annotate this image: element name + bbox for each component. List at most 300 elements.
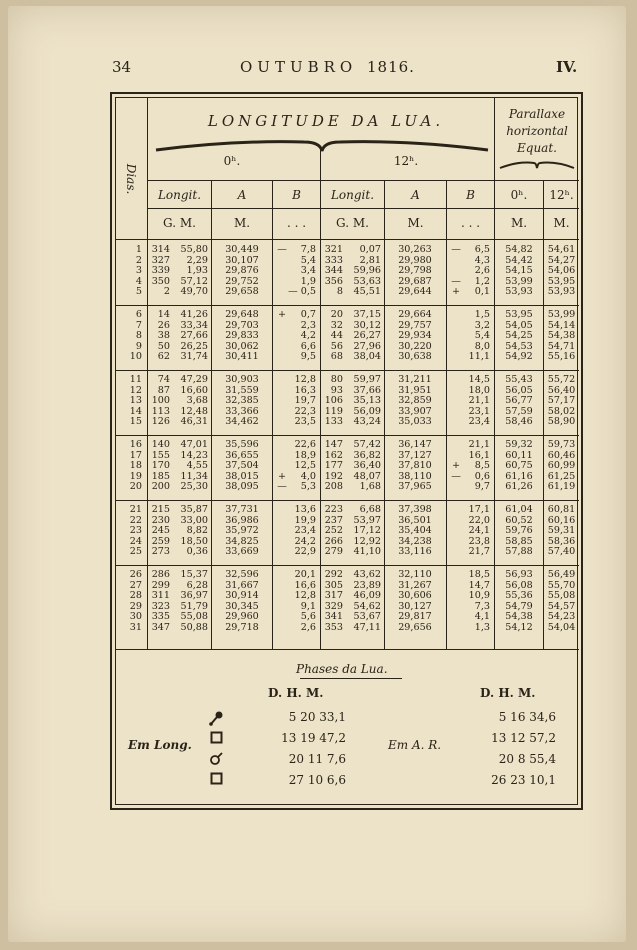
cell-lon-deg-12: 292 (324, 569, 343, 580)
cell-a-12: 29,798 (398, 265, 432, 277)
unit-gm-0: G. M. (163, 216, 196, 230)
cell-b-12: 7,3 (474, 600, 490, 612)
cell-lon-deg-0: 26 (157, 319, 170, 331)
cell-lon-min-12: 23,89 (353, 579, 381, 591)
cell-b-12: 18,0 (468, 384, 490, 396)
cell-a-12: 29,980 (398, 254, 432, 266)
cell-lon-min-0: 14,23 (180, 449, 208, 461)
cell-lon-deg-0: 350 (151, 275, 170, 287)
cell-b-0: 22,9 (294, 546, 316, 558)
cell-lon-min-0: 33,34 (180, 319, 208, 331)
cell-lon-min-0: 26,25 (180, 340, 208, 352)
hour-0-label: 0ʰ. (223, 154, 241, 168)
cell-b-0: 2,6 (300, 622, 316, 633)
cell-a-0: 38,095 (225, 481, 259, 493)
cell-lon-deg-12: 344 (324, 265, 343, 277)
cell-b-0: 19,9 (294, 514, 316, 526)
cell-day: 3 (135, 265, 142, 277)
unit-gm-12: G. M. (336, 216, 369, 230)
cell-lon-deg-0: 38 (157, 330, 170, 342)
cell-lon-min-0: 55,08 (180, 611, 208, 623)
cell-parallax-0: 56,77 (505, 395, 533, 407)
cell-b-0: 13,6 (294, 504, 316, 515)
cell-b-12: 23,8 (468, 535, 490, 547)
cell-parallax-0: 53,93 (505, 286, 533, 298)
cell-day: 7 (135, 319, 142, 331)
cell-lon-min-12: 38,04 (353, 351, 381, 363)
col-b-12: B (466, 188, 475, 202)
cell-lon-min-12: 12,92 (353, 535, 381, 547)
parallax-line-1: Parallaxe (508, 107, 566, 121)
cell-lon-deg-12: 68 (330, 351, 343, 363)
full-moon-symbol (208, 710, 224, 726)
cell-parallax-0: 54,38 (505, 611, 533, 623)
cell-parallax-12: 54,71 (547, 340, 576, 352)
cell-parallax-0: 60,75 (505, 460, 533, 472)
dhm-header-ar: D. H. M. (480, 686, 536, 700)
unit-dots-b0: . . . (286, 216, 307, 230)
col-a-0: A (237, 188, 247, 202)
cell-b-0: 12,8 (294, 590, 316, 602)
cell-a-0: 29,718 (225, 622, 259, 633)
cell-lon-deg-0: 100 (151, 395, 170, 407)
cell-lon-deg-0: 273 (151, 546, 170, 558)
page-number: 34 (112, 58, 132, 76)
cell-b-0: 5,4 (300, 254, 316, 266)
unit-m-a0: M. (233, 216, 251, 230)
cell-lon-min-12: 53,67 (353, 611, 381, 623)
cell-b-sign-0: — (277, 481, 287, 493)
cell-parallax-12: 61,19 (547, 481, 576, 493)
cell-b-0: 12,8 (294, 374, 316, 385)
header-bottom-rule (116, 239, 579, 240)
phase-ar-4: 26 23 10,1 (491, 773, 556, 787)
longitude-brace (154, 134, 490, 154)
cell-lon-min-12: 53,63 (353, 275, 381, 287)
cell-a-0: 29,648 (225, 309, 259, 320)
cell-parallax-0: 54,15 (505, 265, 533, 277)
dias-label: Dias. (124, 163, 138, 195)
cell-b-12: 3,2 (474, 319, 490, 331)
cell-parallax-12: 60,99 (547, 460, 576, 472)
cell-b-12: 16,1 (468, 449, 490, 461)
table-inner-frame (115, 97, 578, 805)
cell-a-0: 29,876 (225, 265, 259, 277)
cell-a-12: 31,951 (398, 384, 432, 396)
longitude-title: LONGITUDE DA LUA. (207, 112, 445, 130)
cell-day: 25 (129, 546, 142, 558)
cell-lon-min-12: 43,62 (353, 569, 381, 580)
cell-b-12: 2,6 (474, 265, 490, 277)
cell-day: 2 (135, 254, 142, 266)
cell-lon-min-0: 11,34 (180, 470, 208, 482)
phase-long-3: 20 11 7,6 (288, 752, 346, 766)
group-rule-4 (116, 500, 579, 501)
cell-a-12: 29,644 (398, 286, 432, 298)
cell-day: 14 (129, 405, 142, 417)
col-parallax-12: 12ʰ. (549, 188, 574, 202)
cell-a-12: 30,606 (398, 590, 432, 602)
cell-lon-min-12: 17,12 (353, 525, 381, 537)
cell-a-0: 31,667 (225, 579, 259, 591)
cell-b-12: 8,5 (474, 460, 490, 472)
cell-lon-deg-12: 279 (324, 546, 343, 558)
cell-b-sign-12: — (451, 470, 461, 482)
cell-parallax-12: 53,93 (547, 286, 576, 298)
cell-lon-deg-0: 14 (157, 309, 170, 320)
cell-lon-min-12: 54,62 (353, 600, 381, 612)
cell-parallax-0: 55,43 (505, 374, 533, 385)
cell-b-0: 22,6 (294, 439, 316, 450)
cell-a-12: 29,757 (398, 319, 432, 331)
cell-lon-deg-0: 185 (151, 470, 170, 482)
cell-b-0: 20,1 (294, 569, 316, 580)
cell-parallax-12: 59,73 (547, 439, 576, 450)
cell-day: 27 (129, 579, 142, 591)
cell-lon-deg-0: 50 (157, 340, 170, 352)
table-frame (110, 92, 583, 810)
cell-day: 9 (135, 340, 142, 352)
cell-lon-min-0: 50,88 (180, 622, 208, 633)
cell-day: 26 (129, 569, 142, 580)
cell-lon-deg-12: 44 (330, 330, 343, 342)
cell-lon-deg-12: 147 (324, 439, 343, 450)
cell-day: 18 (129, 460, 142, 472)
cell-a-0: 33,366 (225, 405, 259, 417)
cell-day: 8 (135, 330, 142, 342)
cell-b-12: 21,1 (468, 395, 490, 407)
cell-parallax-0: 61,26 (505, 481, 533, 493)
cell-lon-deg-12: 106 (324, 395, 343, 407)
col-rule-p12 (543, 180, 544, 649)
cell-lon-min-0: 0,36 (186, 546, 208, 558)
cell-lon-min-0: 3,68 (186, 395, 208, 407)
cell-lon-deg-0: 335 (151, 611, 170, 623)
unit-dots-b12: . . . (460, 216, 481, 230)
cell-lon-min-12: 36,40 (353, 460, 381, 472)
cell-lon-deg-12: 177 (324, 460, 343, 472)
cell-lon-min-12: 1,68 (359, 481, 381, 493)
cell-b-0: 0,7 (300, 309, 316, 320)
cell-parallax-12: 55,16 (547, 351, 576, 363)
unit-m-p0: M. (510, 216, 528, 230)
cell-a-0: 29,703 (225, 319, 259, 331)
cell-b-sign-12: + (451, 286, 461, 298)
cell-lon-deg-12: 192 (324, 470, 343, 482)
cell-lon-deg-0: 347 (151, 622, 170, 633)
cell-a-12: 29,656 (398, 622, 432, 633)
cell-lon-deg-12: 305 (324, 579, 343, 591)
cell-a-0: 32,596 (225, 569, 259, 580)
cell-parallax-0: 60,52 (505, 514, 533, 526)
section-numeral: IV. (556, 58, 578, 76)
cell-a-0: 35,972 (225, 525, 259, 537)
cell-a-0: 37,731 (225, 504, 259, 515)
cell-day: 28 (129, 590, 142, 602)
cell-lon-deg-0: 62 (157, 351, 170, 363)
cell-lon-min-12: 2,81 (359, 254, 381, 266)
cell-a-12: 37,810 (398, 460, 432, 472)
cell-lon-deg-12: 266 (324, 535, 343, 547)
cell-lon-deg-12: 133 (324, 416, 343, 428)
cell-a-12: 31,211 (398, 374, 432, 385)
cell-b-12: 18,5 (468, 569, 490, 580)
cell-lon-min-0: 2,29 (186, 254, 208, 266)
cell-parallax-0: 54,82 (505, 244, 533, 255)
cell-lon-min-12: 27,96 (353, 340, 381, 352)
col-a-12: A (411, 188, 420, 202)
cell-parallax-12: 57,40 (547, 546, 576, 558)
cell-lon-deg-12: 317 (324, 590, 343, 602)
cell-lon-min-12: 48,07 (353, 470, 381, 482)
cell-a-0: 31,559 (225, 384, 259, 396)
cell-parallax-12: 61,25 (547, 470, 576, 482)
cell-b-12: 24,1 (468, 525, 490, 537)
parallax-title (496, 106, 578, 157)
cell-b-sign-12: — (451, 275, 461, 287)
cell-day: 5 (135, 286, 142, 298)
cell-a-0: 35,596 (225, 439, 259, 450)
cell-lon-deg-0: 126 (151, 416, 170, 428)
cell-a-12: 29,687 (398, 275, 432, 287)
cell-b-0: 9,5 (300, 351, 316, 363)
cell-a-0: 29,752 (225, 275, 259, 287)
cell-lon-deg-0: 245 (151, 525, 170, 537)
year: 1816. (366, 58, 415, 76)
cell-b-12: 6,5 (474, 244, 490, 255)
cell-lon-min-0: 25,30 (180, 481, 208, 493)
cell-lon-min-12: 46,09 (353, 590, 381, 602)
cell-day: 13 (129, 395, 142, 407)
cell-lon-min-0: 16,60 (180, 384, 208, 396)
cell-lon-min-0: 8,82 (186, 525, 208, 537)
cell-parallax-0: 56,05 (505, 384, 533, 396)
cell-lon-min-0: 18,50 (180, 535, 208, 547)
dhm-header-long: D. H. M. (268, 686, 324, 700)
cell-b-12: 8,0 (474, 340, 490, 352)
cell-a-0: 33,669 (225, 546, 259, 558)
cell-a-0: 30,107 (225, 254, 259, 266)
cell-lon-min-12: 0,07 (359, 244, 381, 255)
cell-parallax-0: 58,46 (505, 416, 533, 428)
cell-lon-min-12: 37,15 (353, 309, 381, 320)
cell-b-0: 24,2 (294, 535, 316, 547)
cell-a-12: 30,127 (398, 600, 432, 612)
em-long-label: Em Long. (128, 738, 192, 752)
cell-lon-deg-12: 32 (330, 319, 343, 331)
unit-m-a12: M. (407, 216, 424, 230)
cell-a-12: 32,110 (398, 569, 432, 580)
cell-parallax-12: 55,70 (547, 579, 576, 591)
phase-ar-3: 20 8 55,4 (498, 752, 556, 766)
col-rule-a0 (211, 180, 212, 649)
cell-day: 30 (129, 611, 142, 623)
cell-b-0: 19,7 (294, 395, 316, 407)
cell-b-12: 14,7 (468, 579, 490, 591)
col-rule-b12 (446, 180, 447, 649)
cell-a-12: 37,127 (398, 449, 432, 461)
group-rule-3 (116, 435, 579, 436)
cell-parallax-0: 60,11 (505, 449, 533, 461)
cell-lon-min-12: 26,27 (353, 330, 381, 342)
cell-lon-deg-12: 252 (324, 525, 343, 537)
cell-lon-min-0: 47,29 (180, 374, 208, 385)
cell-lon-min-0: 6,28 (186, 579, 208, 591)
cell-parallax-0: 61,04 (505, 504, 533, 515)
cell-b-0: 4,2 (300, 330, 316, 342)
cell-a-12: 29,934 (398, 330, 432, 342)
parallax-brace (498, 158, 576, 172)
cell-day: 6 (135, 309, 142, 320)
cell-lon-min-0: 33,00 (180, 514, 208, 526)
phases-title: Phases da Lua. (296, 662, 388, 676)
cell-parallax-12: 55,08 (547, 590, 576, 602)
cell-lon-min-12: 6,68 (359, 504, 381, 515)
cell-lon-min-12: 47,11 (353, 622, 381, 633)
cell-a-12: 33,116 (398, 546, 432, 558)
month-title (240, 58, 415, 76)
cell-lon-deg-12: 223 (324, 504, 343, 515)
cell-day: 17 (129, 449, 142, 461)
cell-a-12: 36,147 (398, 439, 432, 450)
col-longit-12: Longit. (330, 188, 375, 202)
cell-a-12: 30,638 (398, 351, 432, 363)
cell-day: 4 (135, 275, 142, 287)
cell-a-0: 34,825 (225, 535, 259, 547)
cell-b-12: 21,1 (468, 439, 490, 450)
cell-parallax-0: 54,92 (505, 351, 533, 363)
cell-lon-deg-0: 286 (151, 569, 170, 580)
parallax-line-2: horizontal (506, 124, 568, 138)
phase-long-4: 27 10 6,6 (288, 773, 346, 787)
cell-b-0: 22,3 (294, 405, 316, 417)
cell-parallax-0: 54,12 (505, 622, 533, 633)
cell-parallax-12: 54,61 (547, 244, 576, 255)
cell-a-0: 30,062 (225, 340, 259, 352)
cell-a-12: 30,220 (398, 340, 432, 352)
first-quarter-symbol (210, 772, 223, 785)
cell-a-12: 30,263 (398, 244, 432, 255)
cell-lon-min-0: 51,79 (180, 600, 208, 612)
cell-a-0: 30,903 (225, 374, 259, 385)
col-longit-0: Longit. (157, 188, 202, 202)
cell-lon-deg-0: 113 (151, 405, 170, 417)
cell-parallax-0: 54,05 (505, 319, 533, 331)
cell-b-sign-12: + (451, 460, 461, 472)
cell-b-sign-0: — (277, 244, 287, 255)
cell-lon-deg-0: 200 (151, 481, 170, 493)
cell-b-0: 12,5 (294, 460, 316, 472)
cell-lon-min-0: 47,01 (180, 439, 208, 450)
cell-a-0: 30,914 (225, 590, 259, 602)
cell-parallax-12: 53,99 (547, 309, 576, 320)
cell-lon-min-12: 56,09 (353, 405, 381, 417)
cell-parallax-0: 59,32 (505, 439, 533, 450)
cell-a-12: 36,501 (398, 514, 432, 526)
dias-label-box (118, 150, 144, 210)
cell-day: 24 (129, 535, 142, 547)
cell-lon-min-0: 27,66 (180, 330, 208, 342)
cell-a-0: 29,960 (225, 611, 259, 623)
cell-b-12: 1,5 (474, 309, 490, 320)
cell-lon-deg-0: 299 (151, 579, 170, 591)
cell-lon-min-0: 15,37 (180, 569, 208, 580)
cell-lon-deg-12: 119 (324, 405, 343, 417)
cell-a-0: 29,833 (225, 330, 259, 342)
cell-day: 20 (129, 481, 142, 493)
cell-parallax-12: 54,06 (547, 265, 576, 277)
cell-lon-min-12: 36,82 (353, 449, 381, 461)
cell-lon-deg-0: 215 (151, 504, 170, 515)
cell-a-0: 36,986 (225, 514, 259, 526)
month-name: OUTUBRO (240, 58, 358, 76)
cell-parallax-12: 54,57 (547, 600, 576, 612)
cell-b-12: 23,4 (468, 416, 490, 428)
cell-b-12: 9,7 (474, 481, 490, 493)
cell-parallax-0: 54,42 (505, 254, 533, 266)
cell-a-0: 30,345 (225, 600, 259, 612)
cell-lon-deg-12: 80 (330, 374, 343, 385)
cell-b-0: 23,5 (294, 416, 316, 428)
cell-b-0: 7,8 (300, 244, 316, 255)
cell-lon-deg-12: 162 (324, 449, 343, 461)
cell-a-0: 34,462 (225, 416, 259, 428)
cell-b-12: 17,1 (468, 504, 490, 515)
cell-b-0: 16,3 (294, 384, 316, 396)
cell-parallax-12: 56,40 (547, 384, 576, 396)
cell-lon-deg-12: 341 (324, 611, 343, 623)
cell-parallax-12: 55,72 (547, 374, 576, 385)
cell-day: 11 (129, 374, 142, 385)
phase-ar-2: 13 12 57,2 (491, 731, 556, 745)
cell-lon-deg-0: 140 (151, 439, 170, 450)
cell-a-0: 29,658 (225, 286, 259, 298)
cell-a-12: 33,907 (398, 405, 432, 417)
cell-parallax-0: 59,76 (505, 525, 533, 537)
cell-b-12: 0,1 (474, 286, 490, 298)
group-rule-5 (116, 565, 579, 566)
cell-parallax-0: 61,16 (505, 470, 533, 482)
running-head (0, 58, 637, 80)
cell-lon-min-0: 1,93 (186, 265, 208, 277)
cell-lon-min-0: 36,97 (180, 590, 208, 602)
cell-b-0: 16,6 (294, 579, 316, 591)
cell-lon-min-0: 4,55 (186, 460, 208, 472)
cell-b-12: 0,6 (474, 470, 490, 482)
cell-parallax-12: 59,31 (547, 525, 576, 537)
group-rule-2 (116, 370, 579, 371)
cell-parallax-12: 58,02 (547, 405, 576, 417)
cell-day: 12 (129, 384, 142, 396)
cell-parallax-0: 58,85 (505, 535, 533, 547)
cell-lon-deg-0: 314 (151, 244, 170, 255)
cell-lon-min-0: 35,87 (180, 504, 208, 515)
cell-lon-deg-12: 353 (324, 622, 343, 633)
cell-lon-min-0: 57,12 (180, 275, 208, 287)
cell-b-0: 18,9 (294, 449, 316, 461)
table-bottom-rule (116, 649, 579, 650)
cell-parallax-12: 60,81 (547, 504, 576, 515)
unit-m-p12: M. (553, 216, 570, 230)
cell-lon-deg-0: 327 (151, 254, 170, 266)
cell-parallax-0: 54,53 (505, 340, 533, 352)
cell-a-12: 31,267 (398, 579, 432, 591)
cell-parallax-12: 60,16 (547, 514, 576, 526)
cell-lon-min-12: 53,97 (353, 514, 381, 526)
cell-lon-deg-0: 74 (157, 374, 170, 385)
cell-parallax-12: 54,23 (547, 611, 576, 623)
cell-b-12: 1,3 (474, 622, 490, 633)
